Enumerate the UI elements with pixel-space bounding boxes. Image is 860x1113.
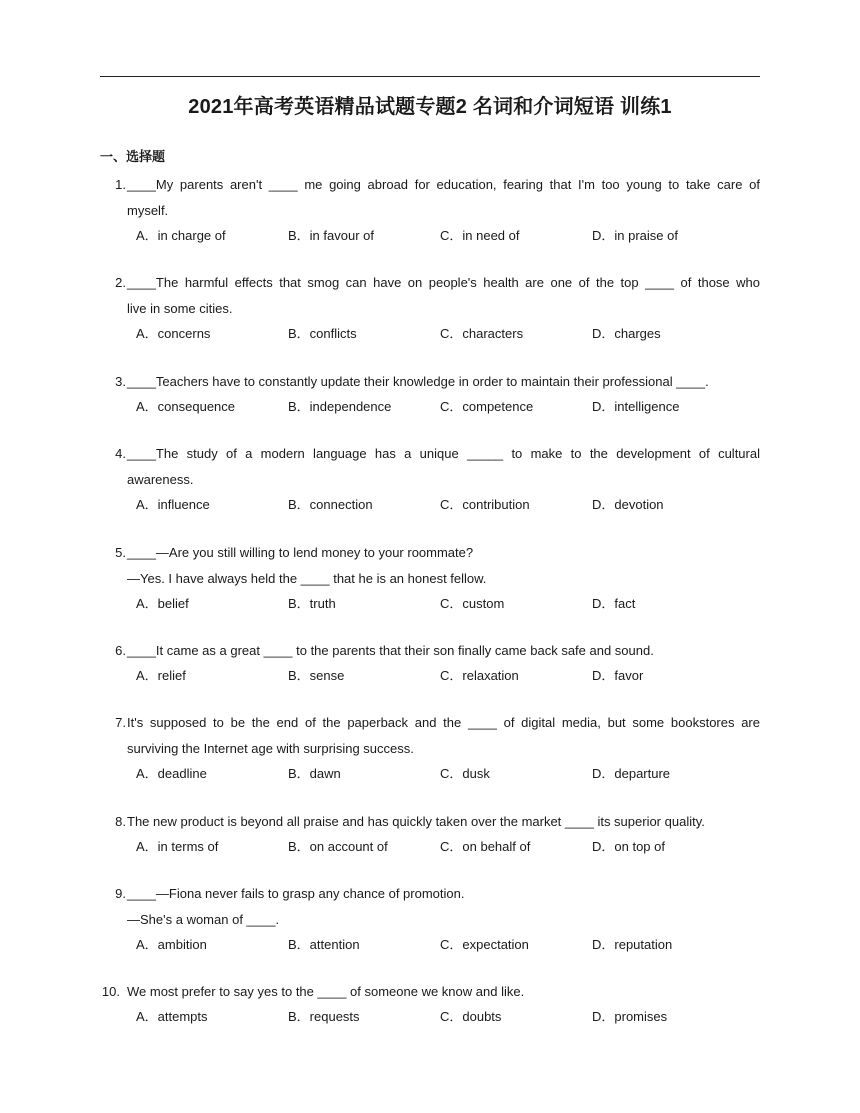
answer-option-d[interactable]: D．intelligence bbox=[592, 399, 680, 414]
answer-option-d[interactable]: D．on top of bbox=[592, 839, 665, 854]
answer-options bbox=[136, 322, 760, 346]
answer-options bbox=[136, 493, 760, 517]
answer-option-b[interactable]: B．sense bbox=[288, 668, 345, 683]
question-number: 7. bbox=[115, 715, 126, 730]
answer-option-c[interactable]: C．dusk bbox=[440, 766, 490, 781]
answer-option-b[interactable]: B．on account of bbox=[288, 839, 388, 854]
question-item bbox=[100, 809, 760, 859]
answer-option-b[interactable]: B．attention bbox=[288, 937, 360, 952]
question-number: 4. bbox=[115, 446, 126, 461]
answer-options bbox=[136, 933, 760, 957]
answer-option-c[interactable]: C．on behalf of bbox=[440, 839, 531, 854]
question-text-line: awareness. bbox=[127, 472, 194, 487]
answer-options bbox=[136, 762, 760, 786]
question-number: 8. bbox=[115, 814, 126, 829]
question-text-line: —Yes. I have always held the ____ that he is an honest fellow. bbox=[127, 571, 487, 586]
answer-option-d[interactable]: D．favor bbox=[592, 668, 644, 683]
question-item bbox=[100, 979, 760, 1029]
answer-option-c[interactable]: C．contribution bbox=[440, 497, 530, 512]
answer-option-c[interactable]: C．in need of bbox=[440, 228, 520, 243]
answer-options bbox=[136, 664, 760, 688]
answer-option-a[interactable]: A．consequence bbox=[136, 399, 236, 414]
answer-option-b[interactable]: B．dawn bbox=[288, 766, 341, 781]
question-item bbox=[100, 881, 760, 957]
question-item bbox=[100, 710, 760, 786]
question-text-line: ____Teachers have to constantly update their knowledge in order to maintain their professional ____. bbox=[127, 374, 709, 389]
question-text-line: ____—Are you still willing to lend money to your roommate? bbox=[127, 545, 474, 560]
answer-option-a[interactable]: A．belief bbox=[136, 596, 189, 611]
answer-option-d[interactable]: D．fact bbox=[592, 596, 636, 611]
answer-option-b[interactable]: B．truth bbox=[288, 596, 336, 611]
answer-option-d[interactable]: D．reputation bbox=[592, 937, 673, 952]
question-text-line: ____The harmful effects that smog can have on people's health are one of the top ____ of those who bbox=[127, 275, 760, 290]
question-text-line: We most prefer to say yes to the ____ of someone we know and like. bbox=[127, 984, 525, 999]
answer-option-a[interactable]: A．in terms of bbox=[136, 839, 219, 854]
question-number: 5. bbox=[115, 545, 126, 560]
question-text-line: It's supposed to be the end of the paperback and the ____ of digital media, but some bookstores are bbox=[127, 715, 760, 730]
question-number: 9. bbox=[115, 886, 126, 901]
question-number: 3. bbox=[115, 374, 126, 389]
question-item bbox=[100, 441, 760, 517]
page-title: 2021年高考英语精品试题专题2 名词和介词短语 训练1 bbox=[188, 96, 672, 118]
question-number: 1. bbox=[115, 177, 126, 192]
question-text-line: myself. bbox=[127, 203, 169, 218]
question-text-line: live in some cities. bbox=[127, 301, 233, 316]
answer-option-a[interactable]: A．influence bbox=[136, 497, 210, 512]
answer-option-b[interactable]: B．in favour of bbox=[288, 228, 374, 243]
answer-option-b[interactable]: B．requests bbox=[288, 1009, 360, 1024]
answer-option-b[interactable]: B．conflicts bbox=[288, 326, 357, 341]
question-item bbox=[100, 540, 760, 616]
question-text-line: ____The study of a modern language has a unique _____ to make to the development of cultural bbox=[127, 446, 760, 461]
question-text-line: The new product is beyond all praise and has quickly taken over the market ____ its superior quality. bbox=[127, 814, 705, 829]
answer-option-d[interactable]: D．devotion bbox=[592, 497, 664, 512]
answer-option-b[interactable]: B．independence bbox=[288, 399, 392, 414]
answer-options bbox=[136, 835, 760, 859]
question-item bbox=[100, 638, 760, 688]
question-number: 2. bbox=[115, 275, 126, 290]
question-text-line: ____It came as a great ____ to the parents that their son finally came back safe and sound. bbox=[127, 643, 654, 658]
answer-option-a[interactable]: A．attempts bbox=[136, 1009, 208, 1024]
answer-option-d[interactable]: D．departure bbox=[592, 766, 671, 781]
question-item bbox=[100, 172, 760, 248]
answer-options bbox=[136, 224, 760, 248]
answer-option-c[interactable]: C．competence bbox=[440, 399, 534, 414]
question-number: 6. bbox=[115, 643, 126, 658]
answer-option-c[interactable]: C．doubts bbox=[440, 1009, 502, 1024]
question-item bbox=[100, 369, 760, 419]
header-rule bbox=[100, 76, 760, 77]
answer-option-d[interactable]: D．promises bbox=[592, 1009, 668, 1024]
answer-options bbox=[136, 395, 760, 419]
answer-option-a[interactable]: A．relief bbox=[136, 668, 186, 683]
answer-option-c[interactable]: C．custom bbox=[440, 596, 505, 611]
section-heading: 一、选择题 bbox=[100, 149, 166, 164]
answer-option-a[interactable]: A．deadline bbox=[136, 766, 207, 781]
answer-option-d[interactable]: D．charges bbox=[592, 326, 661, 341]
answer-option-c[interactable]: C．relaxation bbox=[440, 668, 519, 683]
answer-option-c[interactable]: C．characters bbox=[440, 326, 524, 341]
question-text-line: —She's a woman of ____. bbox=[127, 912, 280, 927]
question-item bbox=[100, 270, 760, 346]
answer-option-d[interactable]: D．in praise of bbox=[592, 228, 678, 243]
answer-option-c[interactable]: C．expectation bbox=[440, 937, 529, 952]
question-text-line: surviving the Internet age with surprising success. bbox=[127, 741, 414, 756]
question-number: 10. bbox=[101, 984, 120, 999]
question-text-line: ____—Fiona never fails to grasp any chance of promotion. bbox=[127, 886, 465, 901]
answer-option-a[interactable]: A．concerns bbox=[136, 326, 211, 341]
question-text-line: ____My parents aren't ____ me going abroad for education, fearing that I'm too young to take care of bbox=[127, 177, 760, 192]
answer-options bbox=[136, 1005, 760, 1029]
answer-option-b[interactable]: B．connection bbox=[288, 497, 373, 512]
answer-options bbox=[136, 592, 760, 616]
answer-option-a[interactable]: A．in charge of bbox=[136, 228, 226, 243]
answer-option-a[interactable]: A．ambition bbox=[136, 937, 207, 952]
